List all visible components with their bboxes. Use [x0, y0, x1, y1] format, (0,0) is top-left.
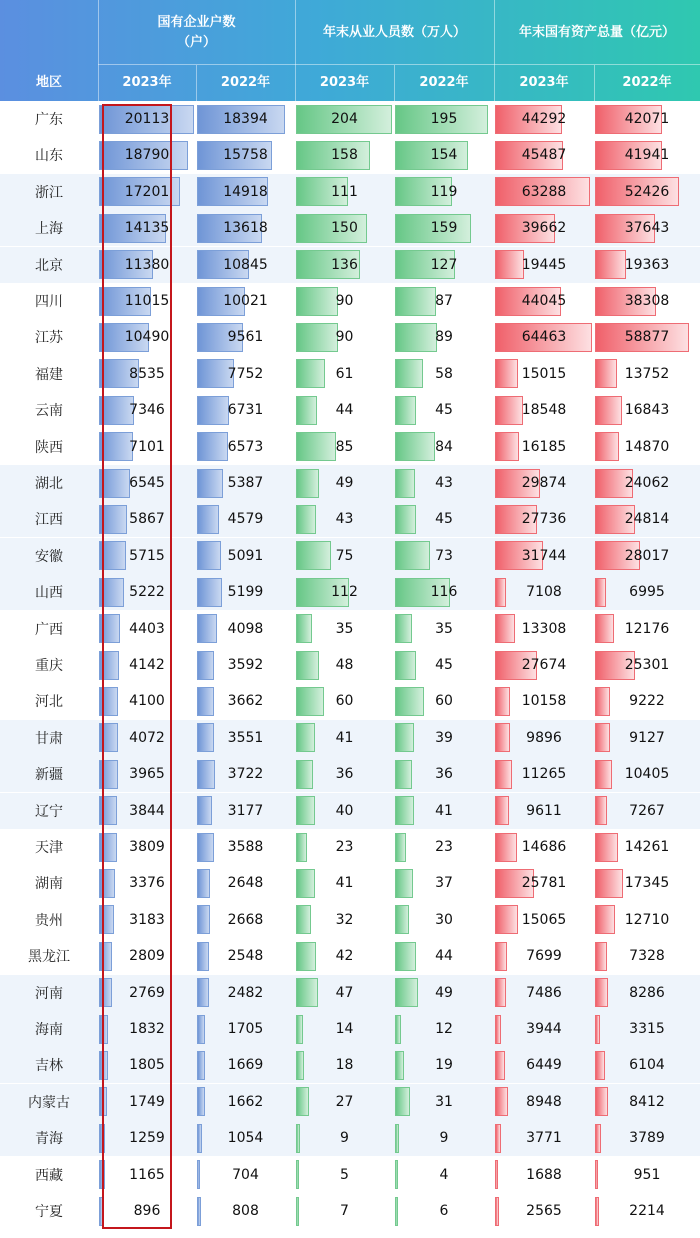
data-label: 10845: [223, 256, 268, 273]
data-label: 9611: [526, 802, 562, 819]
data-label: 6: [439, 1203, 449, 1219]
data-label: 5222: [129, 584, 165, 601]
data-label: 85: [335, 438, 354, 455]
data-label: 18: [335, 1057, 354, 1074]
data-label: 49: [335, 475, 354, 491]
data-label: 8535: [129, 365, 165, 382]
region-label: 西藏: [35, 1167, 63, 1184]
data-label: 44292: [521, 111, 567, 127]
region-label: 吉林: [35, 1058, 63, 1075]
region-label: 上海: [35, 221, 63, 238]
data-label: 12710: [624, 911, 670, 928]
data-label: 896: [133, 1203, 161, 1219]
data-label: 7267: [629, 802, 665, 819]
group-title-line1: 年末从业人员数（万人）: [322, 24, 466, 40]
data-label: 2769: [129, 984, 165, 1001]
data-label: 87: [435, 293, 453, 309]
data-label: 6104: [629, 1057, 665, 1074]
data-label: 7328: [629, 948, 665, 965]
data-label: 3771: [526, 1130, 562, 1147]
region-label: 青海: [35, 1131, 63, 1148]
data-label: 5091: [227, 547, 264, 564]
data-label: 27: [335, 1093, 354, 1110]
data-label: 5199: [227, 584, 264, 601]
region-label: 广东: [35, 112, 63, 128]
data-label: 15758: [223, 147, 268, 164]
data-label: 8412: [629, 1093, 665, 1110]
data-label: 7486: [526, 984, 562, 1001]
group-title-line2: （户）: [176, 34, 216, 50]
data-label: 14261: [624, 839, 670, 855]
group-title-line1: 年末国有资产总量（亿元）: [518, 24, 675, 40]
data-label: 6731: [227, 402, 264, 419]
data-label: 1662: [227, 1093, 264, 1110]
data-label: 112: [331, 584, 358, 601]
header-divider: [394, 65, 395, 101]
data-label: 1749: [129, 1093, 165, 1110]
data-label: 9896: [526, 729, 562, 746]
region-label: 安徽: [35, 548, 63, 565]
data-label: 7108: [526, 584, 562, 601]
data-label: 43: [435, 475, 453, 491]
data-label: 9561: [227, 329, 264, 346]
data-label: 52426: [624, 183, 670, 200]
region-label: 湖北: [35, 476, 63, 492]
region-label: 贵州: [35, 912, 63, 929]
data-label: 44: [335, 402, 354, 419]
data-label: 2482: [227, 984, 264, 1001]
data-label: 9: [439, 1130, 449, 1147]
data-label: 12: [435, 1021, 453, 1037]
data-label: 13308: [521, 620, 567, 637]
data-label: 25781: [521, 875, 567, 892]
data-label: 32: [335, 911, 354, 928]
data-label: 136: [331, 256, 358, 273]
data-label: 58: [435, 365, 453, 382]
data-label: 150: [331, 220, 358, 237]
data-label: 2809: [129, 948, 165, 965]
data-label: 19445: [521, 256, 567, 273]
data-label: 1705: [227, 1021, 264, 1037]
data-label: 41: [335, 729, 354, 746]
data-label: 45: [435, 511, 453, 528]
data-label: 37643: [624, 220, 670, 237]
region-label: 江苏: [35, 330, 63, 347]
region-label: 河北: [35, 694, 63, 711]
data-label: 15065: [521, 911, 567, 928]
data-label: 3944: [526, 1021, 562, 1037]
data-label: 2668: [227, 911, 264, 928]
data-label: 48: [335, 657, 354, 673]
region-label: 湖南: [35, 876, 63, 893]
data-label: 3183: [129, 911, 165, 928]
region-label: 河南: [35, 985, 63, 1002]
data-label: 45: [435, 402, 453, 419]
data-label: 45487: [521, 147, 567, 164]
data-label: 29874: [521, 475, 567, 491]
data-label: 36: [335, 766, 354, 783]
data-label: 35: [335, 620, 354, 637]
data-label: 17345: [624, 875, 670, 892]
data-label: 36: [435, 766, 453, 783]
data-label: 6995: [629, 584, 665, 601]
group-title-line1: 国有企业户数: [157, 14, 236, 30]
data-label: 7699: [526, 948, 562, 965]
data-label: 39662: [521, 220, 567, 237]
data-label: 25301: [624, 657, 670, 673]
data-label: 6573: [227, 438, 264, 455]
data-label: 18790: [124, 147, 170, 164]
data-label: 3551: [227, 729, 264, 746]
year-header: 2022年: [622, 75, 672, 90]
data-label: 11380: [124, 256, 170, 273]
data-label: 44045: [521, 293, 567, 309]
year-header: 2022年: [220, 75, 271, 90]
region-label: 浙江: [35, 184, 63, 201]
data-label: 45: [435, 657, 453, 673]
data-label: 16185: [521, 438, 567, 455]
data-label: 7101: [129, 438, 165, 455]
data-label: 19: [435, 1057, 453, 1074]
year-header: 2023年: [122, 75, 172, 90]
data-label: 7346: [129, 402, 165, 419]
data-label: 111: [331, 183, 358, 200]
data-label: 3588: [227, 839, 264, 855]
data-label: 1688: [526, 1166, 562, 1183]
data-label: 2648: [227, 875, 264, 892]
data-label: 18548: [521, 402, 567, 419]
data-label: 7: [340, 1203, 349, 1219]
data-label: 195: [430, 111, 458, 127]
data-label: 38308: [624, 293, 670, 309]
region-label: 黑龙江: [28, 949, 70, 966]
data-label: 3592: [227, 657, 264, 673]
data-label: 4072: [129, 729, 165, 746]
data-label: 28017: [624, 547, 670, 564]
data-label: 39: [435, 729, 453, 746]
data-label: 60: [335, 693, 354, 710]
group-header-enterprise-count: [98, 0, 295, 65]
data-label: 14686: [521, 839, 567, 855]
data-label: 10021: [223, 293, 268, 309]
data-label: 159: [430, 220, 458, 237]
data-label: 116: [430, 584, 458, 601]
header-divider: [295, 0, 296, 101]
data-label: 41: [335, 875, 354, 892]
year-header: 2022年: [419, 75, 469, 90]
data-label: 63288: [521, 183, 567, 200]
region-label: 北京: [35, 257, 63, 274]
data-label: 43: [335, 511, 354, 528]
data-label: 42071: [624, 111, 670, 127]
data-label: 24814: [624, 511, 670, 528]
data-label: 10490: [124, 329, 170, 346]
region-label: 新疆: [35, 767, 63, 784]
data-label: 6545: [129, 475, 165, 491]
data-label: 808: [232, 1203, 259, 1219]
data-label: 20113: [124, 111, 170, 127]
header-divider: [98, 0, 99, 101]
data-label: 8286: [629, 984, 665, 1001]
data-label: 49: [435, 984, 453, 1001]
data-label: 119: [430, 183, 458, 200]
data-label: 9127: [629, 729, 665, 746]
data-label: 3809: [129, 839, 165, 855]
data-label: 27674: [521, 657, 567, 673]
data-label: 61: [335, 365, 354, 382]
data-label: 24062: [624, 475, 670, 491]
data-label: 41941: [624, 147, 670, 164]
data-label: 16843: [624, 402, 670, 419]
data-label: 37: [435, 875, 453, 892]
data-label: 64463: [521, 329, 567, 346]
data-label: 1805: [129, 1057, 165, 1074]
data-label: 27736: [521, 511, 567, 528]
data-label: 1832: [129, 1021, 165, 1037]
data-label: 12176: [624, 620, 670, 637]
data-label: 15015: [521, 365, 567, 382]
data-label: 23: [335, 839, 354, 855]
data-label: 3789: [629, 1130, 665, 1147]
data-label: 3722: [227, 766, 264, 783]
data-label: 7752: [227, 365, 264, 382]
data-label: 5387: [227, 475, 264, 491]
data-label: 127: [430, 256, 458, 273]
data-label: 9: [340, 1130, 349, 1147]
data-label: 14870: [624, 438, 670, 455]
region-label: 广西: [35, 621, 63, 638]
data-label: 89: [435, 329, 453, 346]
data-label: 17201: [124, 183, 170, 200]
data-label: 11015: [124, 293, 170, 309]
group-header-employees: [295, 0, 494, 65]
header-divider: [196, 65, 197, 101]
data-label: 75: [335, 547, 354, 564]
year-header: 2023年: [319, 75, 370, 90]
region-label: 辽宁: [35, 803, 63, 820]
region-label: 福建: [35, 366, 63, 383]
data-label: 3315: [629, 1021, 665, 1037]
data-label: 3844: [129, 802, 165, 819]
data-label: 4: [439, 1166, 449, 1183]
data-label: 23: [435, 839, 453, 855]
data-label: 5715: [129, 547, 165, 564]
data-label: 2214: [629, 1203, 665, 1219]
region-label: 四川: [35, 294, 63, 310]
region-label: 甘肃: [35, 730, 63, 747]
region-label: 宁夏: [35, 1204, 63, 1220]
data-label: 14: [335, 1021, 354, 1037]
data-label: 18394: [223, 111, 268, 127]
data-label: 4142: [129, 657, 165, 673]
data-label: 73: [435, 547, 453, 564]
data-label: 4579: [227, 511, 264, 528]
data-label: 5867: [129, 511, 165, 528]
region-label: 江西: [35, 512, 63, 529]
data-label: 5: [340, 1166, 349, 1183]
data-label: 6449: [526, 1057, 562, 1074]
data-label: 951: [633, 1166, 661, 1183]
data-label: 31: [435, 1093, 453, 1110]
data-label: 10158: [521, 693, 567, 710]
data-label: 204: [331, 111, 358, 127]
data-label: 1054: [227, 1130, 264, 1147]
data-label: 4100: [129, 693, 165, 710]
data-label: 3965: [129, 766, 165, 783]
data-label: 2548: [227, 948, 264, 965]
data-label: 8948: [526, 1093, 562, 1110]
data-label: 4403: [129, 620, 165, 637]
data-label: 1669: [227, 1057, 264, 1074]
region-label: 重庆: [35, 658, 63, 674]
region-label: 山东: [35, 148, 63, 165]
region-label: 陕西: [35, 439, 63, 456]
header-divider: [98, 64, 700, 65]
data-label: 60: [435, 693, 453, 710]
region-label: 天津: [35, 840, 63, 856]
data-label: 3376: [129, 875, 165, 892]
data-label: 9222: [629, 693, 665, 710]
data-label: 14135: [124, 220, 170, 237]
region-column-header: 地区: [35, 75, 62, 90]
region-label: 山西: [35, 585, 63, 602]
data-label: 19363: [624, 256, 670, 273]
data-label: 13752: [624, 365, 670, 382]
data-label: 44: [435, 948, 453, 965]
year-header: 2023年: [519, 75, 569, 90]
data-label: 13618: [223, 220, 268, 237]
data-label: 90: [335, 329, 354, 346]
data-label: 42: [335, 948, 354, 965]
data-label: 31744: [521, 547, 567, 564]
header-divider: [494, 0, 495, 101]
data-label: 2565: [526, 1203, 562, 1219]
header-divider: [594, 65, 595, 101]
data-label: 3177: [227, 802, 264, 819]
data-label: 154: [430, 147, 458, 164]
data-label: 90: [335, 293, 354, 309]
data-label: 704: [232, 1166, 259, 1183]
data-label: 84: [435, 438, 453, 455]
data-label: 40: [335, 802, 354, 819]
data-label: 1165: [129, 1166, 165, 1183]
data-label: 41: [435, 802, 453, 819]
data-label: 47: [335, 984, 354, 1001]
data-label: 11265: [521, 766, 567, 783]
data-label: 14918: [223, 183, 268, 200]
data-label: 4098: [227, 620, 264, 637]
data-label: 1259: [129, 1130, 165, 1147]
data-label: 3662: [227, 693, 264, 710]
region-label: 内蒙古: [28, 1094, 70, 1111]
data-label: 35: [435, 620, 453, 637]
data-label: 58877: [624, 329, 670, 346]
group-header-assets: [494, 0, 700, 65]
data-label: 30: [435, 911, 453, 928]
region-label: 云南: [35, 403, 63, 420]
data-label: 158: [331, 147, 358, 164]
data-label: 10405: [624, 766, 670, 783]
region-label: 海南: [35, 1022, 63, 1038]
